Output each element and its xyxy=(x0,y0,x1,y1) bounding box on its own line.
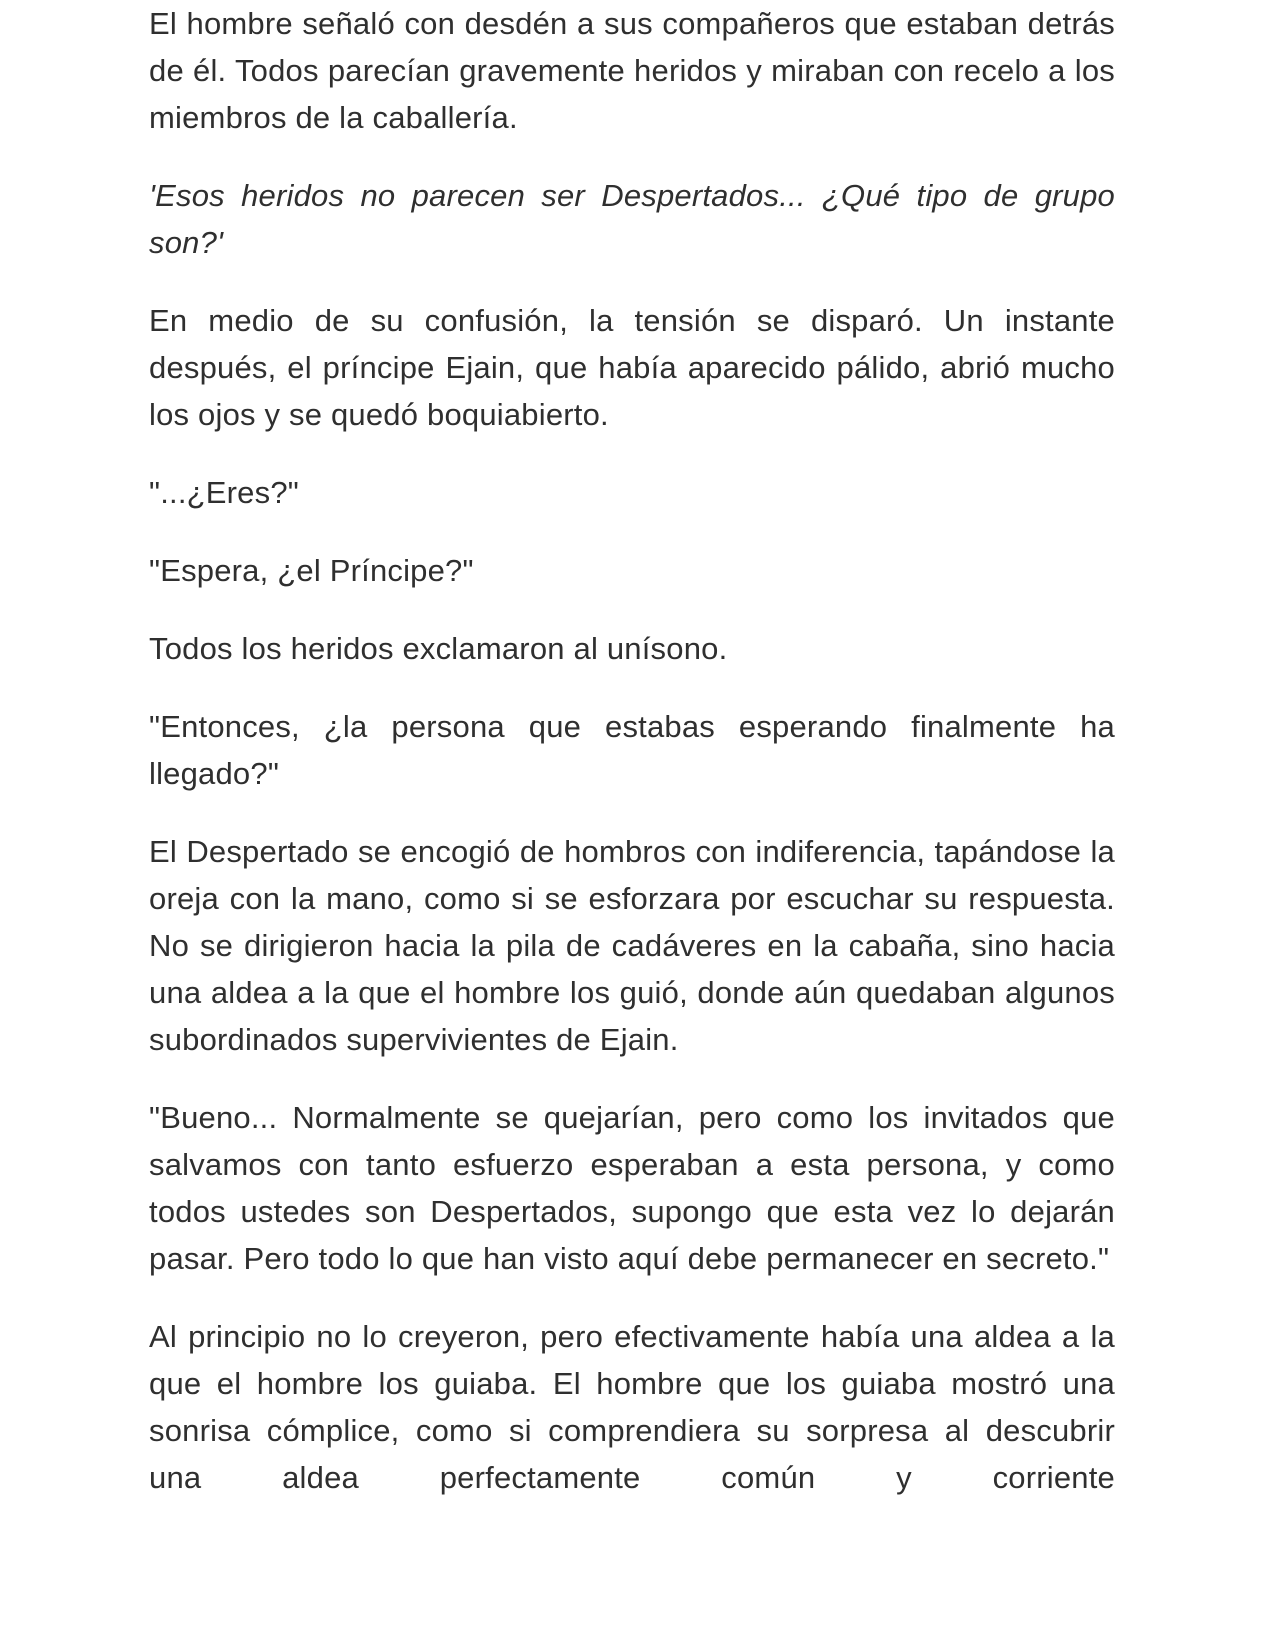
paragraph-4-dialogue: "...¿Eres?" xyxy=(149,475,299,510)
paragraph-8: El Despertado se encogió de hombros con indiferencia, tapándose la oreja con la mano, como si se esforzara por escuchar su respuesta. No se dirigieron hacia la pila de cadáveres en la cabaña, sino hacia una aldea a la que el hombre los guió, donde aún quedaban algunos subordinados supervivientes de Ejain. xyxy=(149,834,1115,1057)
document-page xyxy=(149,0,1115,1532)
paragraph-10: Al principio no lo creyeron, pero efectivamente había una aldea a la que el hombre los guiaba. El hombre que los guiaba mostró una sonrisa cómplice, como si comprendiera su sorpresa al descubrir una aldea perfectamente común y corriente xyxy=(149,1319,1115,1495)
paragraph-1: El hombre señaló con desdén a sus compañeros que estaban detrás de él. Todos parecían gravemente heridos y miraban con recelo a los miembros de la caballería. xyxy=(149,6,1115,135)
paragraph-5-dialogue: "Espera, ¿el Príncipe?" xyxy=(149,553,474,588)
paragraph-2-thought: 'Esos heridos no parecen ser Despertados... ¿Qué tipo de grupo son?' xyxy=(149,178,1115,260)
paragraph-7-dialogue: "Entonces, ¿la persona que estabas esperando finalmente ha llegado?" xyxy=(149,709,1115,791)
paragraph-3: En medio de su confusión, la tensión se disparó. Un instante después, el príncipe Ejain, que había aparecido pálido, abrió mucho los ojos y se quedó boquiabierto. xyxy=(149,303,1115,432)
paragraph-9-dialogue: "Bueno... Normalmente se quejarían, pero como los invitados que salvamos con tanto esfuerzo esperaban a esta persona, y como todos ustedes son Despertados, supongo que esta vez lo dejarán pasar. Pero todo lo que han visto aquí debe permanecer en secreto." xyxy=(149,1100,1115,1276)
paragraph-6: Todos los heridos exclamaron al unísono. xyxy=(149,631,728,666)
